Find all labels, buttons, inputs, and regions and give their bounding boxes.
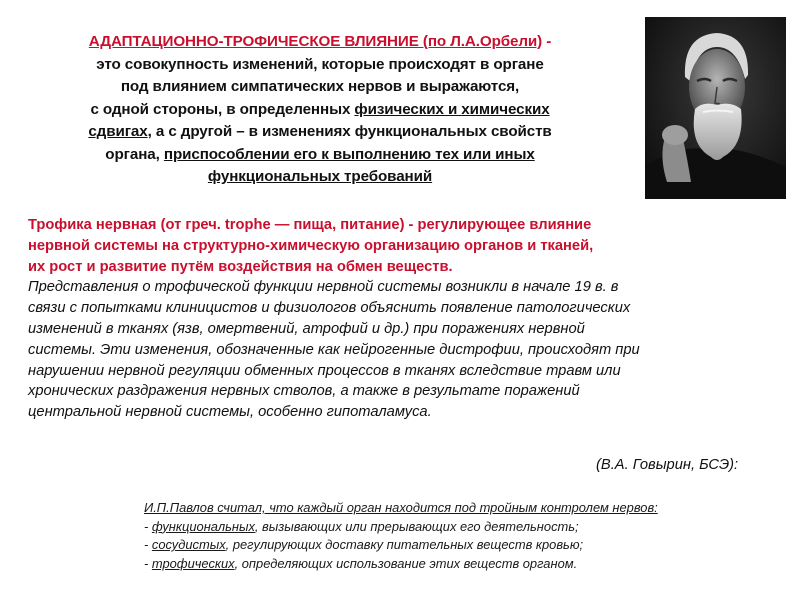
citation: (В.А. Говырин, БСЭ): <box>596 457 739 473</box>
definition-title: АДАПТАЦИОННО-ТРОФИЧЕСКОЕ ВЛИЯНИЕ (по Л.А.Орбели) <box>88 33 543 50</box>
trophic-history-line: связи с попытками клиницистов и физиологов объяснить появление патологических <box>28 300 631 317</box>
trophic-history-line: Представления о трофической функции нервной системы возникли в начале 19 в. в <box>28 279 619 296</box>
title-dash: - <box>542 33 552 50</box>
definition-line-2: под влиянием симпатических нервов и выражаются, <box>120 78 520 95</box>
pavlov-item-functional <box>144 518 784 537</box>
definition-term-requirements: функциональных требований <box>207 168 433 185</box>
definition-line-6 <box>30 166 610 189</box>
pavlov-term-trophic: трофических <box>151 555 235 571</box>
portrait-illustration <box>645 17 786 199</box>
definition-line-5-text: органа, <box>105 145 164 163</box>
definition-title-line <box>30 31 610 54</box>
definition-line-5 <box>30 144 610 167</box>
trophic-history-line: хронических раздражения нервных стволов, а также в результате поражений <box>28 383 580 400</box>
pavlov-item-text: , вызывающих или прерывающих его деятельность; <box>254 518 579 534</box>
definition-term-adaptation: приспособлении его к выполнению тех или иных <box>163 145 535 163</box>
pavlov-term-functional: функциональных <box>151 518 255 534</box>
definition-term-physchem: физических и химических <box>354 100 550 118</box>
pavlov-item-text: , регулирующих доставку питательных веществ кровью; <box>225 537 584 553</box>
definition-term-shifts: сдвигах <box>88 123 148 140</box>
definition-block <box>30 31 610 189</box>
definition-line-3 <box>30 99 610 122</box>
pavlov-item-prefix: - <box>144 518 152 534</box>
pavlov-intro: И.П.Павлов считал, что каждый орган находится под тройным контролем нервов: <box>144 500 658 515</box>
trophic-definition-line: их рост и развитие путём воздействия на обмен веществ. <box>28 258 453 275</box>
trophic-history-line: нарушении нервной регуляции обменных процессов в тканях вследствие травм или <box>28 362 621 379</box>
pavlov-item-vascular <box>144 536 784 555</box>
pavlov-block <box>144 499 784 573</box>
trophic-history-line: центральной нервной системы, особенно гипоталамуса. <box>28 404 432 421</box>
trophic-history-line: системы. Эти изменения, обозначенные как нейрогенные дистрофии, происходят при <box>28 341 640 358</box>
trophic-definition-line: Трофика нервная (от греч. trophe — пища, питание) - регулирующее влияние <box>28 217 592 233</box>
trophic-history-line: изменений в тканях (язв, омертвений, атрофий и др.) при поражениях нервной <box>28 320 585 337</box>
definition-line-3-text: с одной стороны, в определенных <box>90 100 355 118</box>
trophic-block <box>28 215 778 423</box>
pavlov-item-trophic <box>144 555 784 574</box>
pavlov-item-prefix: - <box>144 537 152 553</box>
pavlov-item-text: , определяющих использование этих веществ органом. <box>234 555 578 571</box>
pavlov-term-vascular: сосудистых <box>151 537 226 553</box>
definition-line-1: это совокупность изменений, которые происходят в органе <box>96 55 544 73</box>
pavlov-item-prefix: - <box>144 555 152 571</box>
portrait-photo-icon <box>645 17 786 199</box>
definition-line-4-text: , а с другой – в изменениях функциональных свойств <box>147 123 552 140</box>
trophic-definition-line: нервной системы на структурно-химическую организацию органов и тканей, <box>28 237 594 254</box>
definition-line-4 <box>30 121 610 144</box>
